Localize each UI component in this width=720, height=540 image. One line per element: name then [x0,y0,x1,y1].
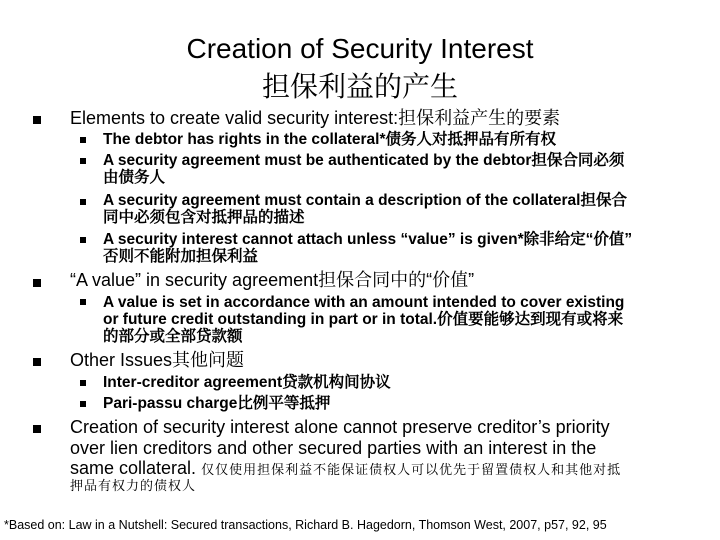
section-heading-priority-end: same collateral. [70,458,197,478]
section-heading-elements: Elements to create valid security interest:担保利益产生的要素 [70,108,561,128]
slide-title-chinese: 担保利益的产生 [261,71,458,102]
list-item-continuation: 的部分或全部贷款额 [103,328,243,345]
section-heading-value: “A value” in security agreement担保合同中的“价值” [70,270,475,290]
section-heading-other-issues: Other Issues其他问题 [70,350,245,370]
bullet-icon [33,116,41,124]
sub-bullet-icon [80,401,86,407]
list-item-continuation: 否则不能附加担保利益 [103,248,259,265]
sub-bullet-icon [80,380,86,386]
section-heading-priority: Creation of security interest alone cannot preserve creditor’s priority [70,417,610,437]
sub-bullet-icon [80,237,86,243]
list-item-continuation: 同中必须包含对抵押品的描述 [103,209,305,226]
sub-bullet-icon [80,299,86,305]
bullet-icon [33,279,41,287]
slide-title: Creation of Security Interest [186,33,534,64]
list-item: Pari-passu charge比例平等抵押 [103,395,331,412]
sub-bullet-icon [80,158,86,164]
list-item-continuation: 由债务人 [103,169,166,186]
list-item: A security agreement must contain a description of the collateral担保合 [103,192,627,209]
list-item: Inter-creditor agreement贷款机构间协议 [103,374,391,391]
section-heading-priority-continuation: over lien creditors and other secured parties with an interest in the [70,438,597,458]
list-item: A security agreement must be authenticated by the debtor担保合同必须 [103,152,625,169]
list-item: A security interest cannot attach unless “value” is given*除非给定“价值” [103,231,633,248]
list-item: A value is set in accordance with an amount intended to cover existing [103,294,625,311]
sub-bullet-icon [80,137,86,143]
sub-bullet-icon [80,199,86,205]
list-item-continuation: or future credit outstanding in part or in total.价值要能够达到现有或将来 [103,311,624,328]
bullet-icon [33,358,41,366]
chinese-note-continuation: 押品有权力的债权人 [70,478,197,493]
chinese-note: 仅仅使用担保利益不能保证债权人可以优先于留置债权人和其他对抵 [201,462,622,477]
list-item: The debtor has rights in the collateral*债务人对抵押品有所有权 [103,131,556,148]
bullet-icon [33,425,41,433]
footnote: *Based on: Law in a Nutshell: Secured transactions, Richard B. Hagedorn, Thomson West, 2007, p57, 92, 95 [4,518,607,532]
